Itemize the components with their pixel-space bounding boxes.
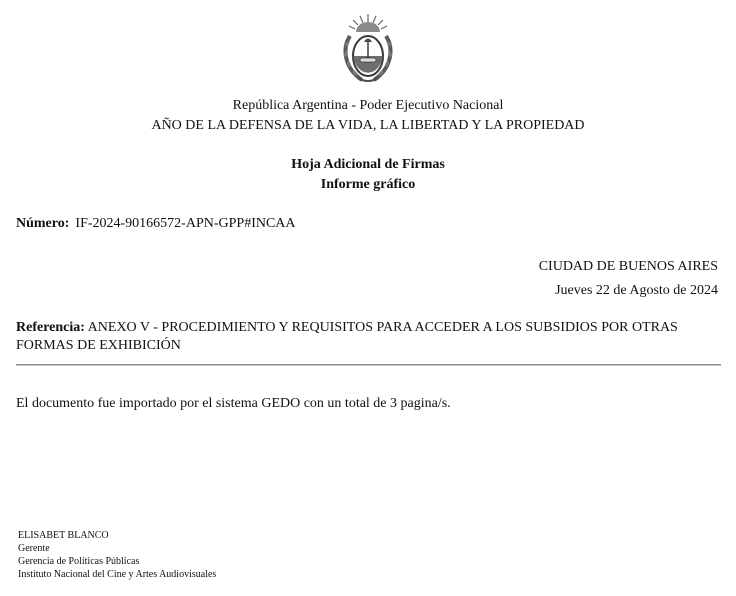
header-year-motto: AÑO DE LA DEFENSA DE LA VIDA, LA LIBERTAD Y LA PROPIEDAD (151, 118, 585, 133)
document-subtitle: Informe gráfico (320, 177, 416, 192)
location-city: CIUDAD DE BUENOS AIRES (538, 259, 718, 274)
divider (16, 364, 721, 366)
signer-name: ELISABET BLANCO (18, 530, 109, 541)
signer-role: Gerente (18, 543, 50, 554)
signer-department: Gerencia de Políticas Públicas (18, 556, 140, 567)
document-number-value: IF-2024-90166572-APN-GPP#INCAA (75, 216, 296, 231)
reference (16, 319, 716, 355)
header-republic: República Argentina - Poder Ejecutivo Nacional (232, 98, 504, 113)
document-number-label: Número: (16, 216, 70, 231)
document-date: Jueves 22 de Agosto de 2024 (555, 283, 718, 298)
reference-label: Referencia: (16, 320, 85, 335)
body-text: El documento fue importado por el sistema GEDO con un total de 3 pagina/s. (16, 396, 451, 411)
reference-value: ANEXO V - PROCEDIMIENTO Y REQUISITOS PARA ACCEDER A LOS SUBSIDIOS POR OTRAS FORMAS DE EXHIBICIÓN (16, 320, 678, 353)
signer-institution: Instituto Nacional del Cine y Artes Audiovisuales (18, 569, 217, 580)
argentina-coat-of-arms-icon (338, 12, 398, 86)
document-title: Hoja Adicional de Firmas (291, 157, 445, 172)
document-number (16, 215, 296, 233)
